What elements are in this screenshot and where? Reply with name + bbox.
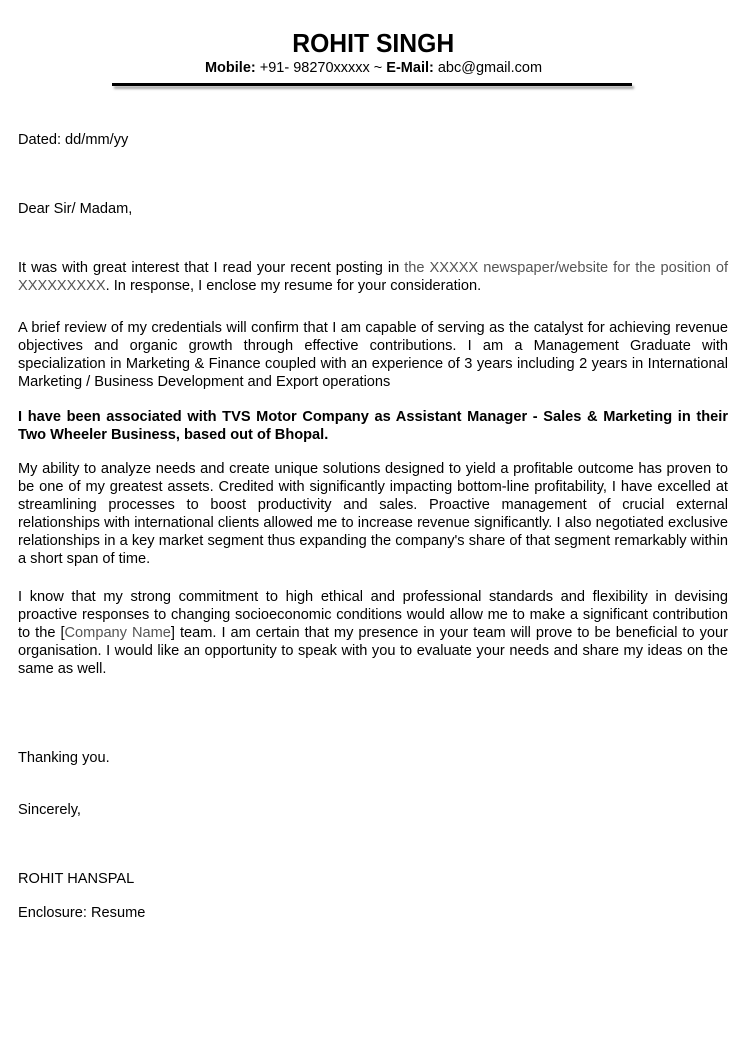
intro-text-end: . In response, I enclose my resume for your consideration. bbox=[105, 278, 482, 294]
review-paragraph: A brief review of my credentials will confirm that I am capable of serving as the catalyst for achieving revenue objectives and organic growth through effective contributions. I am a Management Graduate with specialization in Marketing & Finance coupled with an experience of 3 years including 2 years in International Marketing / Business Development and Export operations bbox=[18, 320, 728, 390]
mobile-value: +91- 98270xxxxx ~ bbox=[255, 60, 387, 76]
dated-line: Dated: dd/mm/yy bbox=[18, 132, 129, 148]
email-label: E-Mail: bbox=[386, 60, 434, 76]
intro-paragraph bbox=[18, 259, 728, 295]
commitment-text-start: I know that my strong commitment to high ethical and professional standards and flexibility in devising proactive responses to changing socioeconomic conditions would allow me to make a significant contribution to the [ bbox=[18, 589, 728, 641]
contact-line bbox=[0, 59, 747, 77]
sender-name: ROHIT SINGH bbox=[292, 28, 455, 58]
commitment-paragraph bbox=[18, 588, 728, 678]
ability-paragraph: My ability to analyze needs and create unique solutions designed to yield a profitable outcome has proven to be one of my greatest assets. Credited with significantly impacting bottom-line profitability, I have excelled at streamlining processes to boost productivity and sales. Proactive management of crucial external relationships with international clients allowed me to increase revenue significantly. I also negotiated exclusive relationships in a key market segment thus expanding the company's share of that segment remarkably within a short span of time. bbox=[18, 461, 728, 567]
signature-name: ROHIT HANSPAL bbox=[18, 871, 135, 887]
intro-text-start: It was with great interest that I read your recent posting in bbox=[18, 260, 405, 276]
mobile-label: Mobile: bbox=[204, 60, 256, 76]
company-name-placeholder: Company Name bbox=[64, 625, 171, 641]
association-paragraph: I have been associated with TVS Motor Company as Assistant Manager - Sales & Marketing in their Two Wheeler Business, based out of Bhopal. bbox=[18, 409, 728, 443]
thanks-line: Thanking you. bbox=[18, 750, 110, 766]
letter-header bbox=[0, 28, 747, 77]
closing-line: Sincerely, bbox=[18, 802, 81, 818]
header-divider bbox=[112, 83, 632, 86]
intro-highlight: the XXXXX newspaper/website for the position of XXXXXXXXX bbox=[18, 260, 728, 294]
commitment-text-end: ] team. I am certain that my presence in your team will prove to be beneficial to your organisation. I would like an opportunity to speak with you to evaluate your needs and share my ideas on the same as well. bbox=[18, 625, 728, 677]
email-value: abc@gmail.com bbox=[433, 60, 543, 76]
salutation: Dear Sir/ Madam, bbox=[18, 201, 133, 217]
enclosure-line: Enclosure: Resume bbox=[18, 905, 146, 921]
